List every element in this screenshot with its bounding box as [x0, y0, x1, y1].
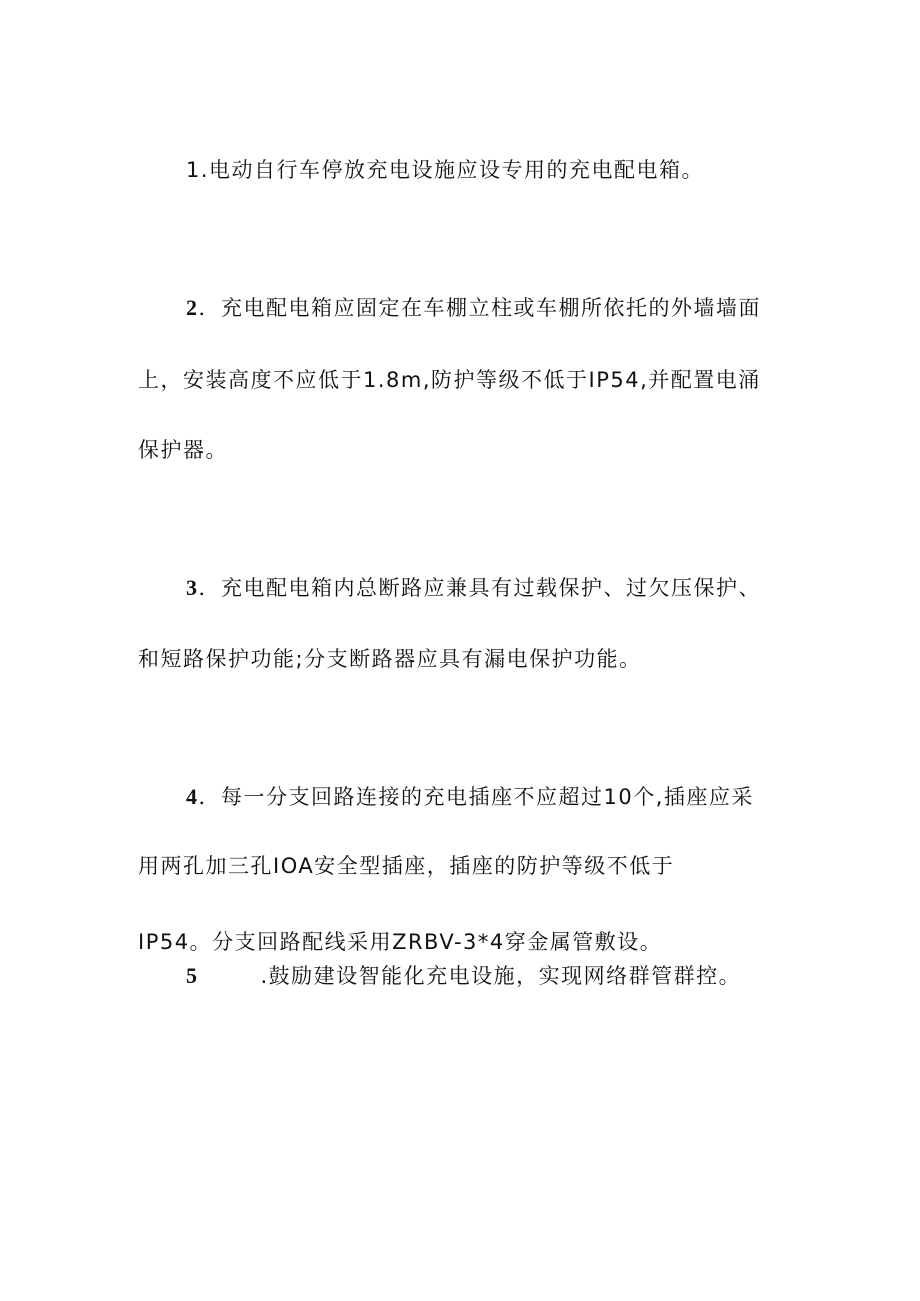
item-3-text-2: 和短路保护功能;分支断路器应具有漏电保护功能。 [138, 647, 642, 671]
item-2-line-3 [138, 436, 228, 464]
item-1-text: 1.电动自行车停放充电设施应设专用的充电配电箱。 [186, 158, 705, 182]
item-4-line-3 [138, 928, 662, 956]
item-2-number: 2 [186, 295, 199, 320]
item-4-line-1 [186, 783, 754, 811]
item-3-number: 3 [186, 575, 199, 600]
item-4-text-3: IP54。分支回路配线采用ZRBV-3*4穿金属管敷设。 [138, 930, 663, 954]
item-4-number: 4 [186, 784, 199, 809]
item-2-line-1 [186, 294, 761, 322]
item-1-line-1 [186, 156, 704, 184]
item-2-text-3: 保护器。 [138, 438, 228, 462]
item-2-text-1: ．充电配电箱应固定在车棚立柱或车棚所依托的外墙墙面 [198, 296, 761, 320]
item-4-text-1: ．每一分支回路连接的充电插座不应超过10个,插座应采 [198, 785, 754, 809]
item-5-line-1 [186, 962, 741, 990]
item-4-line-2 [138, 852, 674, 880]
item-5-text-1: .鼓励建设智能化充电设施，实现网络群管群控。 [260, 964, 742, 988]
item-3-line-2 [138, 645, 642, 673]
item-2-line-2 [138, 366, 761, 394]
item-3-text-1: ．充电配电箱内总断路应兼具有过载保护、过欠压保护、 [198, 576, 761, 600]
item-5-number: 5 [186, 963, 199, 988]
item-4-text-2: 用两孔加三孔IOA安全型插座，插座的防护等级不低于 [138, 854, 675, 878]
item-3-line-1 [186, 574, 761, 602]
item-2-text-2: 上，安装高度不应低于1.8m,防护等级不低于IP54,并配置电涌 [138, 368, 761, 392]
